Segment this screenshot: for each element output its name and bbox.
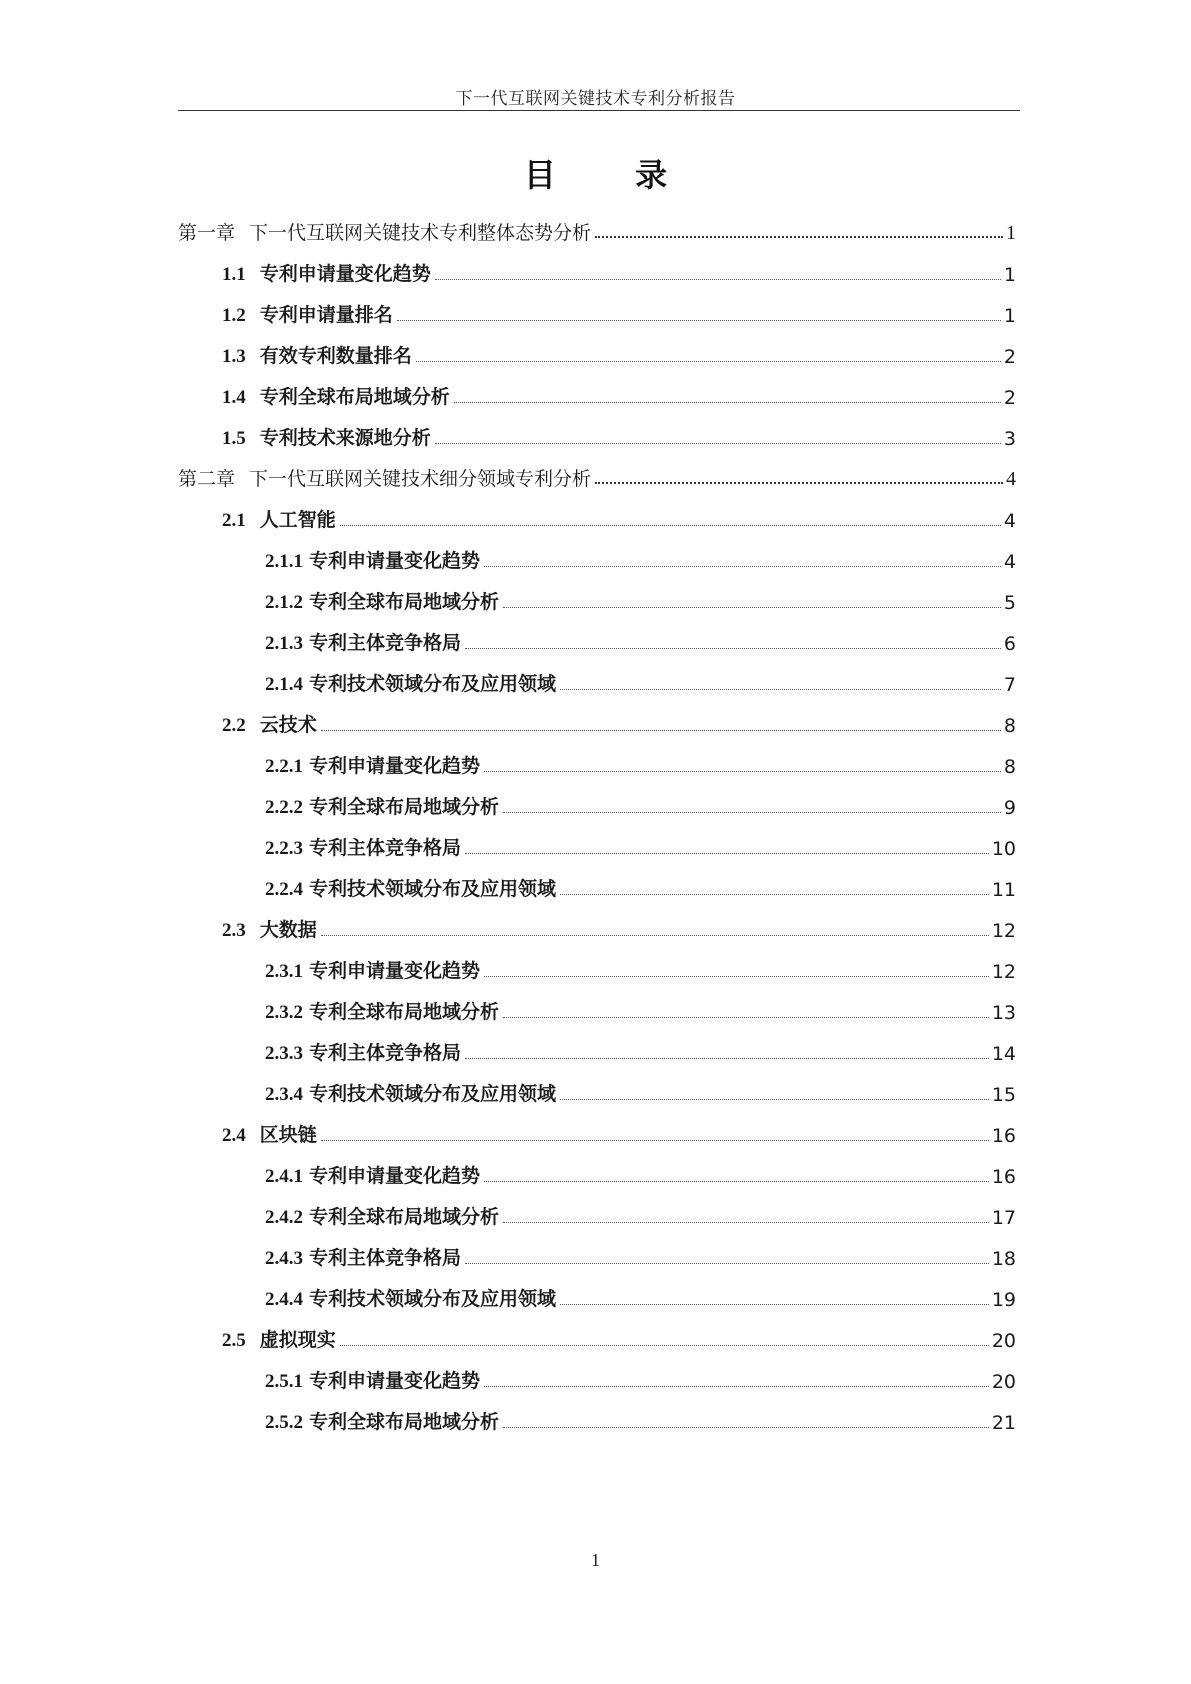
dot-leader: [484, 771, 1001, 772]
toc-entry[interactable]: [178, 529, 1016, 573]
toc-entry-label: 专利主体竞争格局: [309, 1247, 462, 1269]
dot-leader: [454, 402, 1001, 403]
toc-entry[interactable]: [178, 611, 1016, 655]
toc-entry-number: 2.3.3: [265, 1043, 303, 1064]
dot-leader: [503, 607, 1001, 608]
toc-entry[interactable]: [178, 1226, 1016, 1270]
toc-entry-label: 专利主体竞争格局: [309, 837, 462, 859]
dot-leader: [484, 566, 1001, 567]
toc-entry-page: 2: [1003, 387, 1016, 409]
toc-entry-label: 专利全球布局地域分析: [309, 1001, 500, 1023]
toc-entry-number: 2.4.3: [265, 1248, 303, 1269]
toc-entry[interactable]: [178, 488, 1016, 532]
toc-entry[interactable]: [178, 1308, 1016, 1352]
toc-entry-number: 2.2.2: [265, 797, 303, 818]
toc-entry-number: 2.1.3: [265, 633, 303, 654]
toc-entry-page: 16: [991, 1125, 1016, 1147]
toc-entry-page: 3: [1003, 428, 1016, 450]
dot-leader: [397, 320, 1001, 321]
toc-entry-number: 1.3: [222, 346, 246, 367]
toc-entry[interactable]: [178, 1021, 1016, 1065]
toc-entry[interactable]: [178, 1144, 1016, 1188]
toc-entry[interactable]: [178, 242, 1016, 286]
toc-entry-label: 专利申请量变化趋势: [309, 960, 481, 982]
toc-entry[interactable]: [178, 447, 1016, 491]
dot-leader: [435, 279, 1001, 280]
toc-entry-page: 19: [991, 1289, 1016, 1311]
toc-entry-page: 12: [991, 920, 1016, 942]
toc-entry-number: 2.4.4: [265, 1289, 303, 1310]
dot-leader: [560, 689, 1001, 690]
toc-entry-page: 16: [991, 1166, 1016, 1188]
toc-entry[interactable]: [178, 201, 1016, 245]
dot-leader: [484, 976, 989, 977]
toc-entry-label: 专利全球布局地域分析: [309, 1206, 500, 1228]
header-rule: [178, 110, 1020, 111]
toc-entry-number: 第二章: [178, 468, 236, 490]
toc-entry-number: 1.1: [222, 264, 246, 285]
toc-entry[interactable]: [178, 939, 1016, 983]
dot-leader: [484, 1386, 989, 1387]
dot-leader: [465, 1058, 989, 1059]
toc-entry-number: 1.2: [222, 305, 246, 326]
dot-leader: [465, 1263, 989, 1264]
toc-entry-number: 2.3.2: [265, 1002, 303, 1023]
dot-leader: [465, 853, 989, 854]
toc-entry-number: 1.5: [222, 428, 246, 449]
toc-entry[interactable]: [178, 898, 1016, 942]
toc-entry[interactable]: [178, 324, 1016, 368]
toc-entry[interactable]: [178, 693, 1016, 737]
toc-entry[interactable]: [178, 1062, 1016, 1106]
toc-entry-label: 人工智能: [259, 509, 336, 531]
toc-entry[interactable]: [178, 283, 1016, 327]
toc-entry-page: 9: [1003, 797, 1016, 819]
toc-entry-page: 20: [991, 1330, 1016, 1352]
dot-leader: [484, 1181, 989, 1182]
toc-entry[interactable]: [178, 652, 1016, 696]
dot-leader: [595, 236, 1003, 238]
toc-entry[interactable]: [178, 1185, 1016, 1229]
toc-entry-number: 1.4: [222, 387, 246, 408]
toc-entry-page: 21: [991, 1412, 1016, 1434]
toc-entry-page: 13: [991, 1002, 1016, 1024]
toc-entry-number: 2.1.2: [265, 592, 303, 613]
toc-entry-label: 专利申请量变化趋势: [309, 1165, 481, 1187]
toc-entry-label: 专利申请量变化趋势: [259, 263, 431, 285]
toc-entry-number: 2.5.1: [265, 1371, 303, 1392]
toc-entry-page: 14: [991, 1043, 1016, 1065]
toc-entry[interactable]: [178, 1349, 1016, 1393]
toc-entry-number: 2.4.2: [265, 1207, 303, 1228]
dot-leader: [595, 482, 1003, 484]
toc-entry-label: 下一代互联网关键技术细分领域专利分析: [249, 468, 592, 490]
toc-entry-page: 15: [991, 1084, 1016, 1106]
toc-entry[interactable]: [178, 1390, 1016, 1434]
toc-entry-page: 1: [1003, 264, 1016, 286]
dot-leader: [560, 894, 989, 895]
toc-entry[interactable]: [178, 734, 1016, 778]
toc-entry-label: 专利申请量变化趋势: [309, 755, 481, 777]
toc-entry-label: 专利技术领域分布及应用领域: [309, 878, 557, 900]
toc-entry-page: 18: [991, 1248, 1016, 1270]
toc-entry-page: 1: [1006, 222, 1016, 244]
dot-leader: [416, 361, 1001, 362]
page-number: 1: [591, 1550, 600, 1570]
toc-entry-page: 4: [1003, 510, 1016, 532]
toc-entry[interactable]: [178, 365, 1016, 409]
toc-entry-label: 专利申请量变化趋势: [309, 1370, 481, 1392]
toc-entry-page: 17: [991, 1207, 1016, 1229]
dot-leader: [503, 1222, 989, 1223]
toc-entry[interactable]: [178, 857, 1016, 901]
toc-entry-number: 2.3.4: [265, 1084, 303, 1105]
toc-entry-label: 专利全球布局地域分析: [309, 1411, 500, 1433]
toc-entry-label: 专利主体竞争格局: [309, 632, 462, 654]
toc-entry-number: 2.5.2: [265, 1412, 303, 1433]
toc-entry-label: 专利申请量排名: [259, 304, 393, 326]
toc-entry-label: 专利全球布局地域分析: [259, 386, 450, 408]
toc-entry-page: 12: [991, 961, 1016, 983]
dot-leader: [560, 1304, 989, 1305]
toc-entry-number: 2.2: [222, 715, 246, 736]
toc-entry[interactable]: [178, 1103, 1016, 1147]
toc-entry-page: 11: [991, 879, 1016, 901]
toc-entry[interactable]: [178, 980, 1016, 1024]
toc-entry-number: 2.2.3: [265, 838, 303, 859]
toc-entry-label: 专利技术领域分布及应用领域: [309, 1083, 557, 1105]
toc-entry-number: 2.1: [222, 510, 246, 531]
toc-entry-page: 4: [1003, 551, 1016, 573]
toc-entry[interactable]: [178, 406, 1016, 450]
dot-leader: [503, 1017, 989, 1018]
toc-entry-page: 4: [1006, 468, 1016, 490]
toc-entry-page: 2: [1003, 346, 1016, 368]
toc-entry-label: 大数据: [259, 919, 317, 941]
toc-entry-label: 有效专利数量排名: [259, 345, 412, 367]
toc-entry[interactable]: [178, 1267, 1016, 1311]
toc-entry-page: 6: [1003, 633, 1016, 655]
toc-entry[interactable]: [178, 570, 1016, 614]
dot-leader: [321, 1140, 989, 1141]
toc-entry-label: 专利技术领域分布及应用领域: [309, 673, 557, 695]
dot-leader: [560, 1099, 989, 1100]
toc-entry-number: 2.4: [222, 1125, 246, 1146]
dot-leader: [503, 1427, 989, 1428]
toc-entry-number: 2.1.4: [265, 674, 303, 695]
dot-leader: [321, 730, 1001, 731]
toc-entry-number: 2.2.4: [265, 879, 303, 900]
toc-entry-page: 7: [1003, 674, 1016, 696]
dot-leader: [340, 525, 1001, 526]
toc-entry-label: 云技术: [259, 714, 317, 736]
toc-entry-label: 区块链: [259, 1124, 317, 1146]
dot-leader: [503, 812, 1001, 813]
toc-entry-number: 2.3: [222, 920, 246, 941]
toc-entry-number: 2.5: [222, 1330, 246, 1351]
toc-entry[interactable]: [178, 775, 1016, 819]
toc-entry-page: 1: [1003, 305, 1016, 327]
toc-entry-label: 专利申请量变化趋势: [309, 550, 481, 572]
toc-entry-number: 2.3.1: [265, 961, 303, 982]
toc-entry-page: 20: [991, 1371, 1016, 1393]
toc-entry-label: 专利技术来源地分析: [259, 427, 431, 449]
toc-title: 目 录: [523, 156, 702, 194]
toc-entry-label: 虚拟现实: [259, 1329, 336, 1351]
toc-entry-number: 第一章: [178, 222, 236, 244]
toc-entry-label: 下一代互联网关键技术专利整体态势分析: [249, 222, 592, 244]
toc-entry-label: 专利全球布局地域分析: [309, 796, 500, 818]
toc-entry[interactable]: [178, 816, 1016, 860]
toc-entry-label: 专利技术领域分布及应用领域: [309, 1288, 557, 1310]
toc-entry-page: 8: [1003, 756, 1016, 778]
dot-leader: [321, 935, 989, 936]
toc-entry-label: 专利全球布局地域分析: [309, 591, 500, 613]
toc-entry-page: 5: [1003, 592, 1016, 614]
toc-entry-label: 专利主体竞争格局: [309, 1042, 462, 1064]
toc-entry-number: 2.2.1: [265, 756, 303, 777]
dot-leader: [465, 648, 1001, 649]
toc-entry-number: 2.4.1: [265, 1166, 303, 1187]
toc-entry-page: 8: [1003, 715, 1016, 737]
toc-entry-number: 2.1.1: [265, 551, 303, 572]
dot-leader: [435, 443, 1001, 444]
dot-leader: [340, 1345, 989, 1346]
toc-entry-page: 10: [991, 838, 1016, 860]
running-header: 下一代互联网关键技术专利分析报告: [455, 89, 736, 109]
